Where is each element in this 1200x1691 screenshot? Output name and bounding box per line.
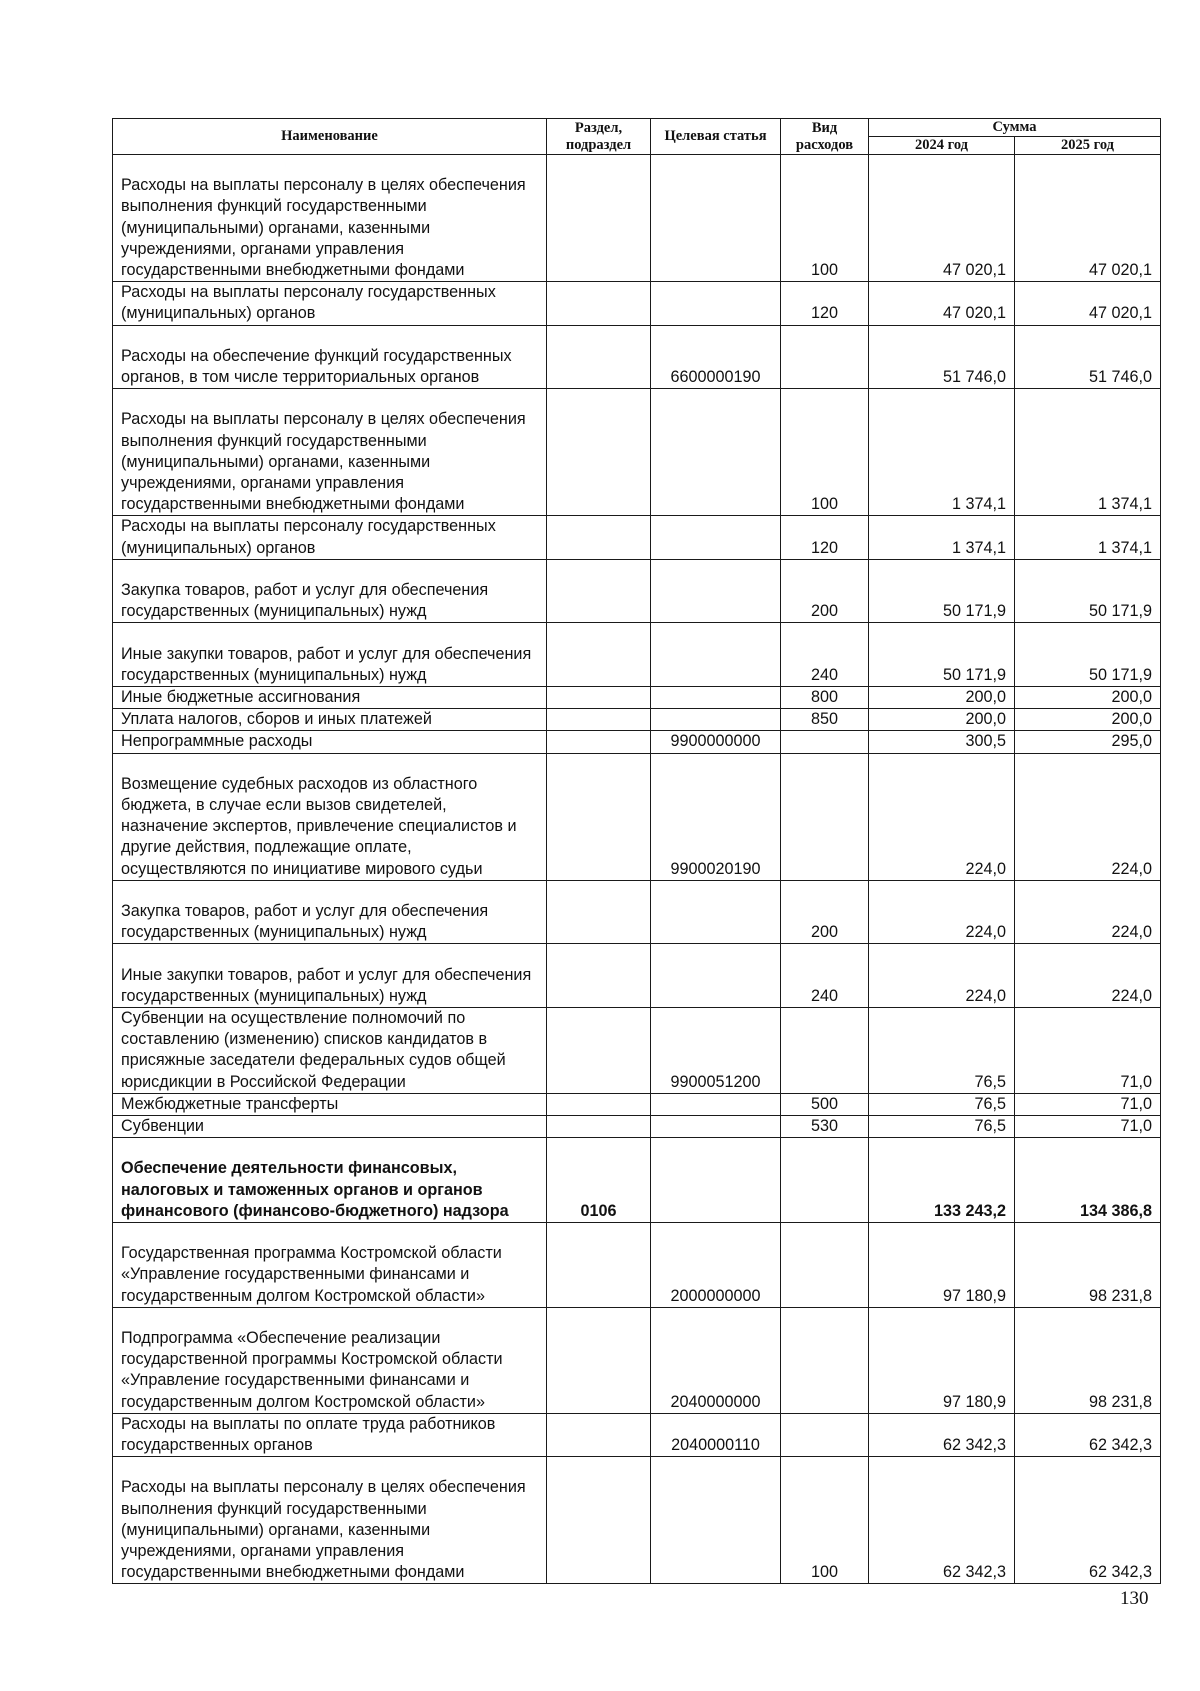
row-name-cell: Межбюджетные трансферты [113, 1093, 547, 1115]
document-page [112, 118, 1160, 1584]
row-vid-cell: 120 [781, 516, 869, 559]
row-name-cell: Закупка товаров, работ и услуг для обеспечения государственных (муниципальных) нужд [113, 559, 547, 623]
row-2025-cell: 50 171,9 [1015, 623, 1161, 687]
row-tselevaya-cell [651, 709, 781, 731]
row-vid-cell: 800 [781, 686, 869, 708]
table-row [113, 1307, 1161, 1413]
row-vid-cell: 100 [781, 1457, 869, 1584]
table-row [113, 559, 1161, 623]
row-tselevaya-cell: 6600000190 [651, 325, 781, 389]
table-row [113, 389, 1161, 516]
row-2024-cell: 62 342,3 [869, 1413, 1015, 1456]
row-2025-cell: 134 386,8 [1015, 1138, 1161, 1223]
row-2024-cell: 47 020,1 [869, 282, 1015, 325]
row-razdel-cell [547, 880, 651, 944]
row-2025-cell: 71,0 [1015, 1093, 1161, 1115]
row-2024-cell: 224,0 [869, 753, 1015, 880]
row-2024-cell: 200,0 [869, 686, 1015, 708]
table-row [113, 1457, 1161, 1584]
row-razdel-cell [547, 282, 651, 325]
row-razdel-cell [547, 753, 651, 880]
row-razdel-cell [547, 731, 651, 753]
row-name-cell: Расходы на выплаты персоналу государственных (муниципальных) органов [113, 516, 547, 559]
row-2025-cell: 98 231,8 [1015, 1307, 1161, 1413]
table-row [113, 623, 1161, 687]
row-razdel-cell [547, 155, 651, 282]
row-2025-cell: 71,0 [1015, 1007, 1161, 1093]
row-name-cell: Расходы на выплаты персоналу в целях обеспечения выполнения функций государственными (муниципальными) органами, казенными учреждениями, органами управления государственными внебюджетными фондами [113, 1457, 547, 1584]
row-tselevaya-cell: 2040000000 [651, 1307, 781, 1413]
row-2024-cell: 47 020,1 [869, 155, 1015, 282]
row-2024-cell: 224,0 [869, 880, 1015, 944]
row-name-cell: Государственная программа Костромской области «Управление государственными финансами и государственным долгом Костромской области» [113, 1222, 547, 1307]
row-vid-cell [781, 1307, 869, 1413]
row-2025-cell: 200,0 [1015, 686, 1161, 708]
row-tselevaya-cell [651, 559, 781, 623]
row-vid-cell: 240 [781, 944, 869, 1008]
table-row [113, 1413, 1161, 1456]
row-2025-cell: 224,0 [1015, 880, 1161, 944]
row-vid-cell [781, 1007, 869, 1093]
row-vid-cell: 240 [781, 623, 869, 687]
row-razdel-cell [547, 1093, 651, 1115]
page-number: 130 [1120, 1588, 1149, 1609]
row-2025-cell: 200,0 [1015, 709, 1161, 731]
row-tselevaya-cell [651, 1115, 781, 1137]
row-2024-cell: 76,5 [869, 1115, 1015, 1137]
row-name-cell: Возмещение судебных расходов из областного бюджета, в случае если вызов свидетелей, назначение экспертов, привлечение специалистов и другие действия, подлежащие оплате, осуществляются по инициативе мирового судьи [113, 753, 547, 880]
row-2024-cell: 224,0 [869, 944, 1015, 1008]
header-name: Наименование [113, 119, 547, 155]
row-2025-cell: 62 342,3 [1015, 1413, 1161, 1456]
header-tselevaya: Целевая статья [651, 119, 781, 155]
row-vid-cell [781, 1222, 869, 1307]
row-razdel-cell [547, 559, 651, 623]
row-vid-cell: 500 [781, 1093, 869, 1115]
table-row [113, 1093, 1161, 1115]
row-name-cell: Подпрограмма «Обеспечение реализации государственной программы Костромской области «Управление государственными финансами и государственным долгом Костромской области» [113, 1307, 547, 1413]
row-2024-cell: 76,5 [869, 1093, 1015, 1115]
table-row [113, 731, 1161, 753]
table-row [113, 686, 1161, 708]
row-razdel-cell [547, 516, 651, 559]
row-2024-cell: 97 180,9 [869, 1307, 1015, 1413]
row-2025-cell: 224,0 [1015, 944, 1161, 1008]
row-name-cell: Уплата налогов, сборов и иных платежей [113, 709, 547, 731]
row-2024-cell: 1 374,1 [869, 389, 1015, 516]
row-vid-cell [781, 731, 869, 753]
row-name-cell: Расходы на выплаты по оплате труда работников государственных органов [113, 1413, 547, 1456]
row-name-cell: Субвенции [113, 1115, 547, 1137]
row-name-cell: Расходы на выплаты персоналу в целях обеспечения выполнения функций государственными (муниципальными) органами, казенными учреждениями, органами управления государственными внебюджетными фондами [113, 389, 547, 516]
table-header-row [113, 119, 1161, 137]
row-2024-cell: 97 180,9 [869, 1222, 1015, 1307]
row-vid-cell: 120 [781, 282, 869, 325]
row-2025-cell: 62 342,3 [1015, 1457, 1161, 1584]
header-year-2024: 2024 год [869, 137, 1015, 155]
table-row [113, 709, 1161, 731]
row-tselevaya-cell [651, 155, 781, 282]
row-2024-cell: 200,0 [869, 709, 1015, 731]
row-2025-cell: 50 171,9 [1015, 559, 1161, 623]
row-razdel-cell [547, 1222, 651, 1307]
row-2024-cell: 51 746,0 [869, 325, 1015, 389]
row-razdel-cell [547, 389, 651, 516]
row-tselevaya-cell: 9900051200 [651, 1007, 781, 1093]
row-vid-cell: 100 [781, 155, 869, 282]
row-2025-cell: 47 020,1 [1015, 155, 1161, 282]
row-vid-cell: 200 [781, 880, 869, 944]
row-2025-cell: 1 374,1 [1015, 389, 1161, 516]
header-vid: Вид расходов [781, 119, 869, 155]
row-tselevaya-cell [651, 389, 781, 516]
row-tselevaya-cell: 9900020190 [651, 753, 781, 880]
row-2025-cell: 71,0 [1015, 1115, 1161, 1137]
row-vid-cell: 530 [781, 1115, 869, 1137]
row-name-cell: Расходы на выплаты персоналу государственных (муниципальных) органов [113, 282, 547, 325]
row-tselevaya-cell [651, 1093, 781, 1115]
header-razdel: Раздел, подраздел [547, 119, 651, 155]
row-vid-cell: 100 [781, 389, 869, 516]
row-2025-cell: 47 020,1 [1015, 282, 1161, 325]
row-vid-cell: 200 [781, 559, 869, 623]
header-summa: Сумма [869, 119, 1161, 137]
row-name-cell: Непрограммные расходы [113, 731, 547, 753]
table-row [113, 325, 1161, 389]
row-razdel-cell [547, 1413, 651, 1456]
table-body [113, 155, 1161, 1584]
table-row [113, 753, 1161, 880]
row-2025-cell: 295,0 [1015, 731, 1161, 753]
row-2025-cell: 1 374,1 [1015, 516, 1161, 559]
row-razdel-cell [547, 709, 651, 731]
row-2024-cell: 1 374,1 [869, 516, 1015, 559]
row-2024-cell: 62 342,3 [869, 1457, 1015, 1584]
row-name-cell: Субвенции на осуществление полномочий по составлению (изменению) списков кандидатов в присяжные заседатели федеральных судов общей юрисдикции в Российской Федерации [113, 1007, 547, 1093]
row-vid-cell [781, 325, 869, 389]
row-2025-cell: 51 746,0 [1015, 325, 1161, 389]
row-razdel-cell [547, 325, 651, 389]
row-razdel-cell [547, 1115, 651, 1137]
row-2024-cell: 300,5 [869, 731, 1015, 753]
row-tselevaya-cell [651, 623, 781, 687]
row-razdel-cell [547, 623, 651, 687]
table-row [113, 880, 1161, 944]
row-vid-cell [781, 1413, 869, 1456]
row-razdel-cell: 0106 [547, 1138, 651, 1223]
row-name-cell: Расходы на выплаты персоналу в целях обеспечения выполнения функций государственными (муниципальными) органами, казенными учреждениями, органами управления государственными внебюджетными фондами [113, 155, 547, 282]
row-tselevaya-cell [651, 282, 781, 325]
row-name-cell: Расходы на обеспечение функций государственных органов, в том числе территориальных органов [113, 325, 547, 389]
row-2024-cell: 133 243,2 [869, 1138, 1015, 1223]
table-row [113, 1115, 1161, 1137]
row-vid-cell [781, 753, 869, 880]
row-razdel-cell [547, 1457, 651, 1584]
row-tselevaya-cell [651, 944, 781, 1008]
table-row [113, 282, 1161, 325]
row-name-cell: Иные закупки товаров, работ и услуг для обеспечения государственных (муниципальных) нужд [113, 623, 547, 687]
row-razdel-cell [547, 944, 651, 1008]
row-tselevaya-cell: 2000000000 [651, 1222, 781, 1307]
row-2024-cell: 50 171,9 [869, 623, 1015, 687]
table-row [113, 1138, 1161, 1223]
row-2024-cell: 50 171,9 [869, 559, 1015, 623]
row-tselevaya-cell [651, 880, 781, 944]
row-2025-cell: 98 231,8 [1015, 1222, 1161, 1307]
budget-table [112, 118, 1161, 1584]
row-razdel-cell [547, 686, 651, 708]
row-tselevaya-cell: 2040000110 [651, 1413, 781, 1456]
row-vid-cell [781, 1138, 869, 1223]
row-tselevaya-cell [651, 1457, 781, 1584]
row-name-cell: Иные бюджетные ассигнования [113, 686, 547, 708]
table-row [113, 516, 1161, 559]
table-row [113, 155, 1161, 282]
row-vid-cell: 850 [781, 709, 869, 731]
row-2025-cell: 224,0 [1015, 753, 1161, 880]
table-row [113, 1007, 1161, 1093]
row-razdel-cell [547, 1007, 651, 1093]
header-year-2025: 2025 год [1015, 137, 1161, 155]
row-name-cell: Иные закупки товаров, работ и услуг для обеспечения государственных (муниципальных) нужд [113, 944, 547, 1008]
table-row [113, 1222, 1161, 1307]
row-tselevaya-cell [651, 1138, 781, 1223]
row-2024-cell: 76,5 [869, 1007, 1015, 1093]
row-name-cell: Обеспечение деятельности финансовых, налоговых и таможенных органов и органов финансового (финансово-бюджетного) надзора [113, 1138, 547, 1223]
table-row [113, 944, 1161, 1008]
row-tselevaya-cell [651, 686, 781, 708]
row-tselevaya-cell: 9900000000 [651, 731, 781, 753]
row-tselevaya-cell [651, 516, 781, 559]
row-razdel-cell [547, 1307, 651, 1413]
row-name-cell: Закупка товаров, работ и услуг для обеспечения государственных (муниципальных) нужд [113, 880, 547, 944]
